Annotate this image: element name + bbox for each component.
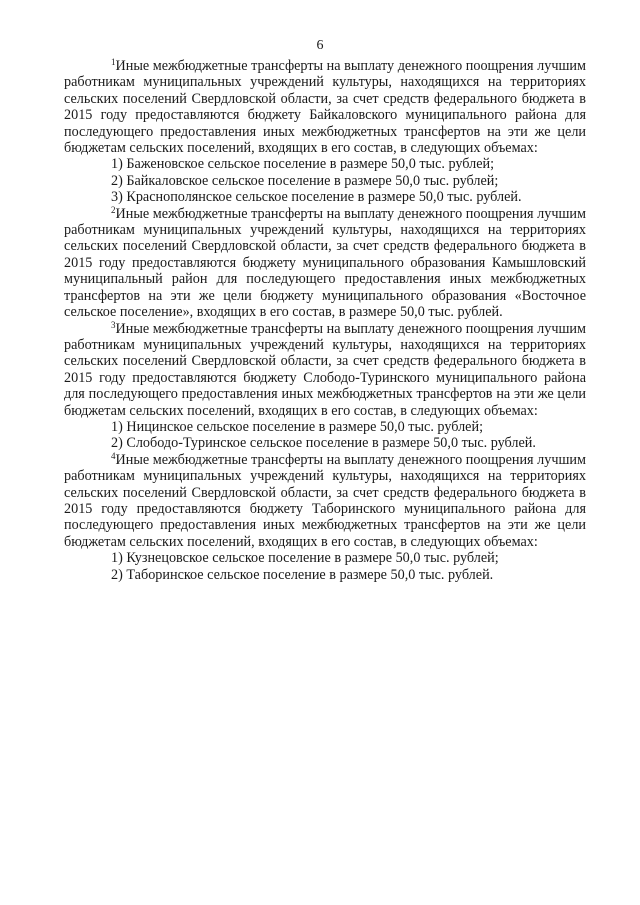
document-body [64, 58, 586, 583]
footnote-paragraph-3 [64, 321, 586, 419]
page-number: 6 [316, 38, 324, 53]
list-item: 2) Таборинское сельское поселение в размере 50,0 тыс. рублей. [111, 566, 494, 583]
list-item: 2) Байкаловское сельское поселение в размере 50,0 тыс. рублей; [111, 172, 499, 189]
footnote-paragraph-2 [64, 206, 586, 321]
paragraph-text: Иные межбюджетные трансферты на выплату денежного поощрения лучшим работникам муниципальных учреждений культуры, находящихся на территориях сельских поселений Свердловской области, за счет средств федерального бюджета в 2015 году предоставляются бюджету муниципального образования Камышловский муниципальный район для последующего предоставления иных межбюджетных трансфертов на эти же цели бюджету муниципального образования «Восточное сельское поселение», входящих в его состав, в размере 50,0 тыс. рублей. [64, 205, 586, 321]
footnote-paragraph-1 [64, 58, 586, 156]
paragraph-text: Иные межбюджетные трансферты на выплату денежного поощрения лучшим работникам муниципальных учреждений культуры, находящихся на территориях сельских поселений Свердловской области, за счет средств федерального бюджета в 2015 году предоставляются бюджету Таборинского муниципального района для последующего предоставления иных межбюджетных трансфертов на эти же цели бюджетам сельских поселений, входящих в его состав, в следующих объемах: [64, 451, 586, 550]
list-item: 1) Баженовское сельское поселение в размере 50,0 тыс. рублей; [111, 156, 495, 173]
list-item: 3) Краснополянское сельское поселение в размере 50,0 тыс. рублей. [111, 189, 522, 206]
paragraph-text: Иные межбюджетные трансферты на выплату денежного поощрения лучшим работникам муниципальных учреждений культуры, находящихся на территориях сельских поселений Свердловской области, за счет средств федерального бюджета в 2015 году предоставляются бюджету Байкаловского муниципального района для последующего предоставления иных межбюджетных трансфертов на эти же цели бюджетам сельских поселений, входящих в его состав, в следующих объемах: [64, 58, 586, 157]
footnote-mark: 3 [111, 319, 116, 330]
list-item: 1) Ницинское сельское поселение в размере 50,0 тыс. рублей; [111, 418, 484, 435]
footnote-mark: 1 [111, 57, 116, 67]
paragraph-text: Иные межбюджетные трансферты на выплату денежного поощрения лучшим работникам муниципальных учреждений культуры, находящихся на территориях сельских поселений Свердловской области, за счет средств федерального бюджета в 2015 году предоставляются бюджету Слободо-Туринского муниципального района для последующего предоставления иных межбюджетных трансфертов на эти же цели бюджетам сельских поселений, входящих в его состав, в следующих объемах: [64, 320, 586, 419]
footnote-paragraph-4 [64, 452, 586, 550]
list-item: 2) Слободо-Туринское сельское поселение в размере 50,0 тыс. рублей. [111, 435, 536, 452]
footnote-mark: 2 [111, 204, 116, 215]
list-item: 1) Кузнецовское сельское поселение в размере 50,0 тыс. рублей; [111, 550, 499, 567]
footnote-mark: 4 [111, 450, 116, 461]
